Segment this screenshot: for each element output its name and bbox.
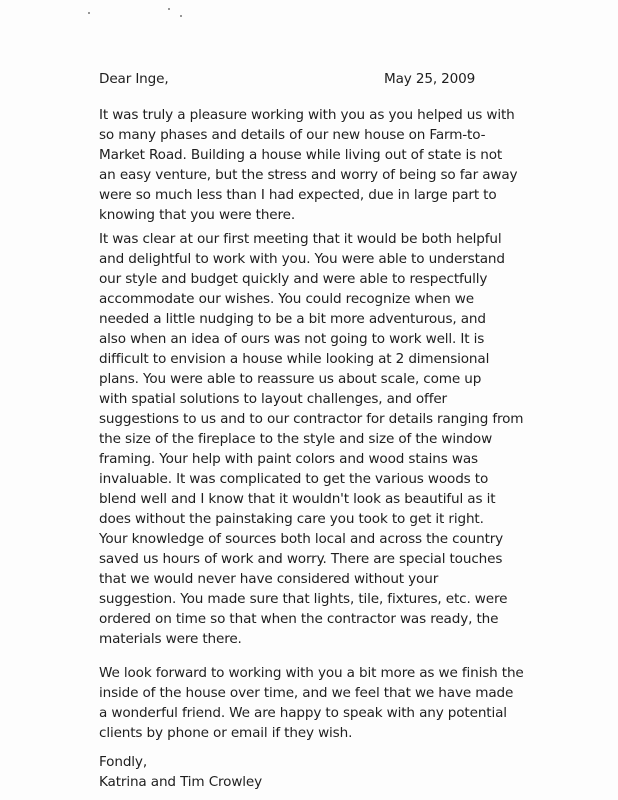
paragraph-2-line: with spatial solutions to layout challenges, and offer <box>99 391 447 407</box>
paragraph-1-line: so many phases and details of our new house on Farm-to- <box>99 127 486 143</box>
paragraph-1-line: an easy venture, but the stress and worry of being so far away <box>99 167 518 183</box>
signature: Katrina and Tim Crowley <box>99 774 263 790</box>
paragraph-1-line: Market Road. Building a house while living out of state is not <box>99 147 503 163</box>
paragraph-2-line: blend well and I know that it wouldn't look as beautiful as it <box>99 491 496 507</box>
scan-speck <box>88 12 90 14</box>
closing: Fondly, <box>99 754 147 770</box>
paragraph-3-line: clients by phone or email if they wish. <box>99 725 353 741</box>
paragraph-2-line: and delightful to work with you. You were able to understand <box>99 251 505 267</box>
paragraph-2-line: It was clear at our first meeting that it would be both helpful <box>99 231 502 247</box>
paragraph-1-line: were so much less than I had expected, due in large part to <box>99 187 497 203</box>
paragraph-2-line: also when an idea of ours was not going to work well. It is <box>99 331 485 347</box>
paragraph-2-line: framing. Your help with paint colors and wood stains was <box>99 451 478 467</box>
paragraph-3-line: a wonderful friend. We are happy to speak with any potential <box>99 705 507 721</box>
paragraph-2-line: our style and budget quickly and were able to respectfully <box>99 271 488 287</box>
paragraph-2-line: suggestions to us and to our contractor for details ranging from <box>99 411 524 427</box>
paragraph-2-line: saved us hours of work and worry. There are special touches <box>99 551 503 567</box>
scan-speck <box>180 15 182 17</box>
paragraph-2-line: invaluable. It was complicated to get the various woods to <box>99 471 489 487</box>
salutation: Dear Inge, <box>99 71 169 87</box>
paragraph-2-line: ordered on time so that when the contractor was ready, the <box>99 611 499 627</box>
paragraph-2-line: suggestion. You made sure that lights, tile, fixtures, etc. were <box>99 591 508 607</box>
paragraph-1-line: It was truly a pleasure working with you as you helped us with <box>99 107 515 123</box>
paragraph-2-line: plans. You were able to reassure us about scale, come up <box>99 371 482 387</box>
scan-speck <box>168 8 170 10</box>
paragraph-2-line: that we would never have considered without your <box>99 571 439 587</box>
paragraph-3-line: We look forward to working with you a bit more as we finish the <box>99 665 524 681</box>
paragraph-2-line: Your knowledge of sources both local and across the country <box>99 531 504 547</box>
paragraph-2-line: difficult to envision a house while looking at 2 dimensional <box>99 351 490 367</box>
paragraph-2-line: the size of the fireplace to the style and size of the window <box>99 431 493 447</box>
paragraph-1-line: knowing that you were there. <box>99 207 296 223</box>
paragraph-2-line: accommodate our wishes. You could recognize when we <box>99 291 474 307</box>
letter-date: May 25, 2009 <box>384 71 476 87</box>
paragraph-2-line: materials were there. <box>99 631 242 647</box>
paragraph-2-line: does without the painstaking care you took to get it right. <box>99 511 484 527</box>
paragraph-2-line: needed a little nudging to be a bit more adventurous, and <box>99 311 486 327</box>
paragraph-3-line: inside of the house over time, and we feel that we have made <box>99 685 514 701</box>
